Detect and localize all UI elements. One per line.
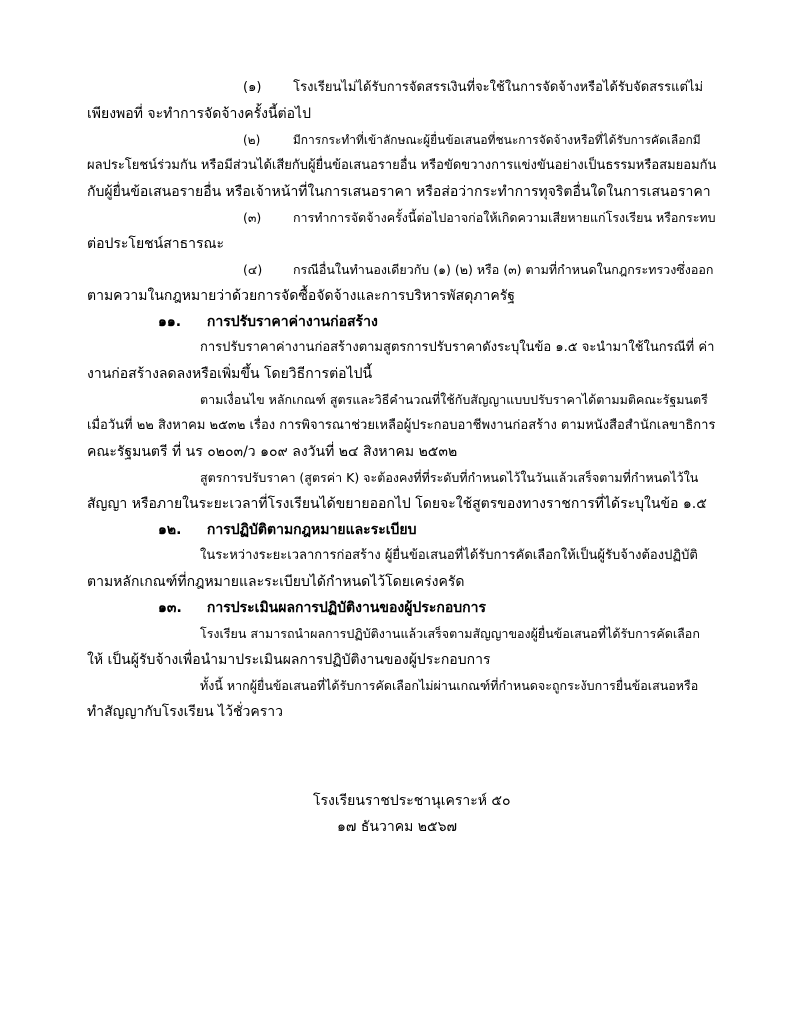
clause-3-line-2: ต่อประโยชน์สาธารณะ [87, 236, 225, 252]
section-12-line-1: ในระหว่างระยะเวลาการก่อสร้าง ผู้ยื่นข้อเสนอที่ได้รับการคัดเลือกให้เป็นผู้รับจ้างต้องปฏิบัติ [200, 548, 698, 563]
signature-date: ๑๗ ธันวาคม ๒๕๖๗ [337, 819, 457, 835]
section-12-line-2: ตามหลักเกณฑ์ที่กฎหมายและระเบียบได้กำหนดไว้โดยเคร่งครัด [87, 574, 465, 590]
section-11-number: ๑๑. [158, 314, 182, 330]
section-13-title: การประเมินผลการปฏิบัติงานของผู้ประกอบการ [206, 600, 486, 616]
section-12-heading [158, 520, 417, 540]
clause-2-number: (๒) [243, 133, 261, 147]
section-11-para-2-line-2: เมื่อวันที่ ๒๒ สิงหาคม ๒๕๓๒ เรื่อง การพิจารณาช่วยเหลือผู้ประกอบอาชีพงานก่อสร้าง ตามหนังสือสำนักเลขาธิการ [87, 418, 716, 433]
clause-1-number: (๑) [243, 80, 262, 95]
clause-4-line-1 [243, 260, 713, 280]
signature-school-name: โรงเรียนราชประชานุเคราะห์ ๕๐ [313, 793, 511, 809]
section-11-para-1-line-1: การปรับราคาค่างานก่อสร้างตามสูตรการปรับราคาดังระบุในข้อ ๑.๕ จะนำมาใช้ในกรณีที่ ค่า [200, 340, 715, 355]
clause-1-line-1 [243, 78, 703, 98]
section-11-para-1-line-2: งานก่อสร้างลดลงหรือเพิ่มขึ้น โดยวิธีการต่อไปนี้ [87, 366, 373, 382]
section-11-para-2-line-3: คณะรัฐมนตรี ที่ นร ๐๒๐๓/ว ๑๐๙ ลงวันที่ ๒๔ สิงหาคม ๒๕๓๒ [87, 444, 458, 460]
clause-3-line-1 [243, 208, 716, 228]
section-12-number: ๑๒. [158, 522, 182, 538]
clause-4-line-2: ตามความในกฎหมายว่าด้วยการจัดซื้อจัดจ้างและการบริหารพัสดุภาครัฐ [87, 288, 515, 304]
section-13-para-2-line-1: ทั้งนี้ หากผู้ยื่นข้อเสนอที่ได้รับการคัดเลือกไม่ผ่านเกณฑ์ที่กำหนดจะถูกระงับการยื่นข้อเสนอหรือ [200, 678, 699, 693]
clause-2-line-2: ผลประโยชน์ร่วมกัน หรือมีส่วนได้เสียกับผู้ยื่นข้อเสนอรายอื่น หรือขัดขวางการแข่งขันอย่างเป็นธรรมหรือสมยอมกัน [87, 158, 717, 173]
section-13-number: ๑๓. [158, 600, 182, 616]
section-13-para-1-line-2: ให้ เป็นผู้รับจ้างเพื่อนำมาประเมินผลการปฏิบัติงานของผู้ประกอบการ [87, 652, 491, 668]
section-11-para-3-line-1: สูตรการปรับราคา (สูตรค่า K) จะต้องคงที่ที่ระดับที่กำหนดไว้ในวันแล้วเสร็จตามที่กำหนดไว้ใน [200, 470, 699, 485]
clause-1-text: โรงเรียนไม่ได้รับการจัดสรรเงินที่จะใช้ในการจัดจ้างหรือได้รับจัดสรรแต่ไม่ [293, 80, 704, 95]
clause-3-text: การทำการจัดจ้างครั้งนี้ต่อไปอาจก่อให้เกิดความเสียหายแก่โรงเรียน หรือกระทบ [292, 210, 716, 225]
section-13-para-1-line-1: โรงเรียน สามารถนำผลการปฏิบัติงานแล้วเสร็จตามสัญญาของผู้ยื่นข้อเสนอที่ได้รับการคัดเลือก [200, 626, 700, 641]
clause-4-number: (๔) [243, 262, 263, 277]
section-11-heading [158, 312, 378, 332]
clause-2-line-3: กับผู้ยื่นข้อเสนอรายอื่น หรือเจ้าหน้าที่ในการเสนอราคา หรือส่อว่ากระทำการทุจริตอื่นใดในการเสนอราคา [87, 184, 711, 200]
section-11-title: การปรับราคาค่างานก่อสร้าง [206, 314, 378, 330]
section-13-para-2-line-2: ทำสัญญากับโรงเรียน ไว้ชั่วคราว [87, 704, 283, 720]
clause-1-line-2: เพียงพอที่ จะทำการจัดจ้างครั้งนี้ต่อไป [87, 106, 311, 122]
clause-2-line-1 [243, 130, 701, 150]
clause-4-text: กรณีอื่นในทำนองเดียวกับ (๑) (๒) หรือ (๓) ตามที่กำหนดในกฎกระทรวงซึ่งออก [292, 262, 714, 277]
clause-2-text: มีการกระทำที่เข้าลักษณะผู้ยื่นข้อเสนอที่ชนะการจัดจ้างหรือที่ได้รับการคัดเลือกมี [292, 133, 701, 147]
section-13-heading [158, 598, 486, 618]
section-11-para-2-line-1: ตามเงื่อนไข หลักเกณฑ์ สูตรและวิธีคำนวณที่ใช้กับสัญญาแบบปรับราคาได้ตามมติคณะรัฐมนตรี [200, 392, 708, 407]
section-12-title: การปฏิบัติตามกฎหมายและระเบียบ [206, 522, 417, 538]
section-11-para-3-line-2: สัญญา หรือภายในระยะเวลาที่โรงเรียนได้ขยายออกไป โดยจะใช้สูตรของทางราชการที่ได้ระบุในข้อ ๑.๕ [87, 496, 707, 512]
clause-3-number: (๓) [243, 210, 262, 225]
